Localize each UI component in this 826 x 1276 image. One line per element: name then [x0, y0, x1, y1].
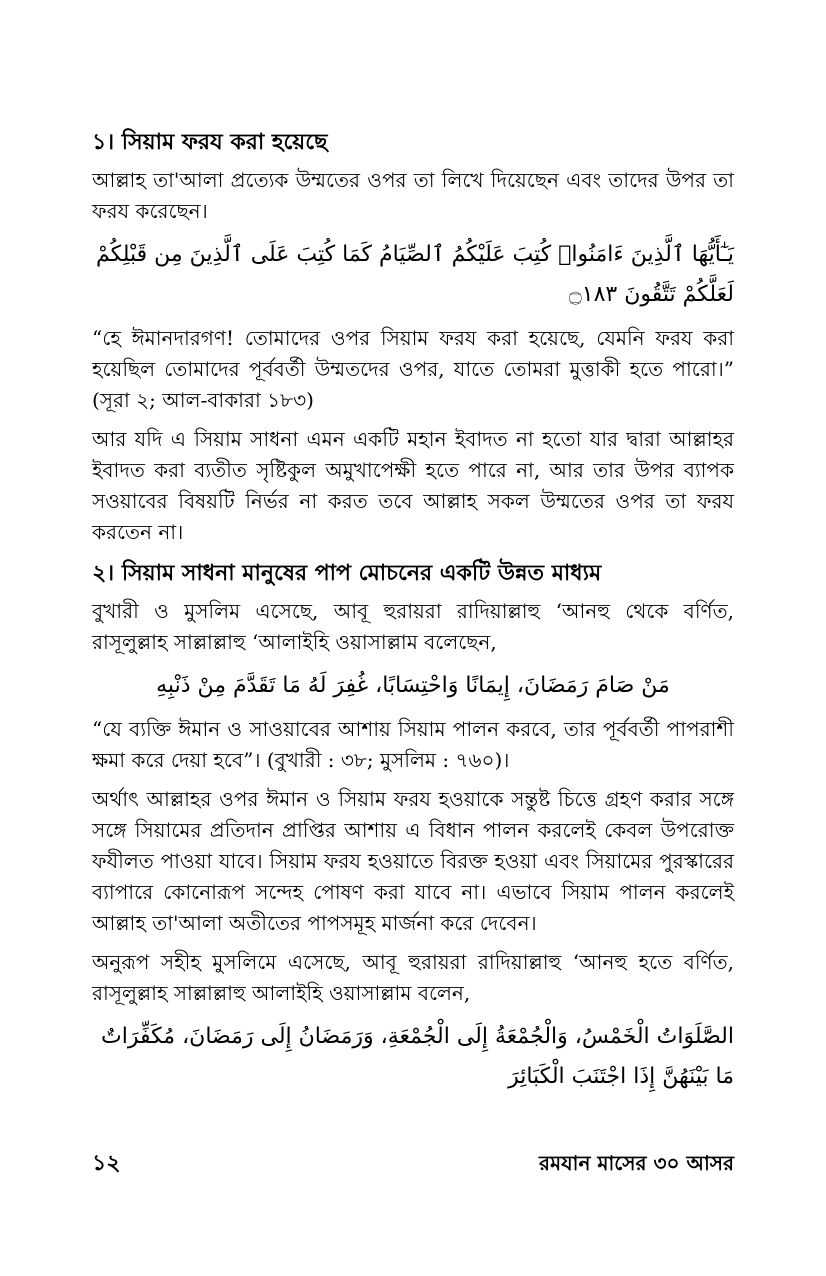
- section-2-paragraph-1: বুখারী ও মুসলিম এসেছে, আবূ হুরায়রা রাদিয়াল্লাহু ‘আনহু থেকে বর্ণিত, রাসূলুল্লাহ সাল্লাল্লাহু ‘আলাইহি ওয়াসাল্লাম বলেছেন,: [92, 599, 734, 654]
- book-title: রমযান মাসের ৩০ আসর: [539, 1151, 734, 1175]
- section-1-translation: “হে ঈমানদারগণ! তোমাদের ওপর সিয়াম ফরয করা হয়েছে, যেমনি ফরয করা হয়েছিল তোমাদের পূর্ববর্তী উম্মতদের ওপর, যাতে তোমরা মুত্তাকী হতে পারো।” (সূরা ২; আল-বাকারা ১৮৩): [92, 326, 734, 412]
- section-2-hadith-2: الصَّلَوَاتُ الْخَمْسُ، وَالْجُمْعَةُ إِلَى الْجُمْعَةِ، وَرَمَضَانُ إِلَى رَمَضَانَ، مُكَفِّرَاتٌ مَا بَيْنَهُنَّ إِذَا اجْتَنَبَ الْكَبَائِرَ: [101, 1024, 734, 1089]
- section-2-translation: “যে ব্যক্তি ঈমান ও সাওয়াবের আশায় সিয়াম পালন করবে, তার পূর্ববর্তী পাপরাশী ক্ষমা করে দেয়া হবে”। (বুখারী : ৩৮; মুসলিম : ৭৬০)।: [92, 717, 734, 772]
- section-2-hadith-1: مَنْ صَامَ رَمَضَانَ، إِيمَانًا وَاحْتِسَابًا، غُفِرَ لَهُ مَا تَقَدَّمَ مِنْ ذَنْبِهِ: [156, 673, 670, 698]
- section-2-paragraph-3: অনুরূপ সহীহ মুসলিমে এসেছে, আবূ হুরায়রা রাদিয়াল্লাহু ‘আনহু হতে বর্ণিত, রাসূলুল্লাহ সাল্লাল্লাহু আলাইহি ওয়াসাল্লাম বলেন,: [92, 950, 734, 1005]
- section-1-paragraph-1: আল্লাহ তা'আলা প্রত্যেক উম্মতের ওপর তা লিখে দিয়েছেন এবং তাদের উপর তা ফরয করেছেন।: [92, 168, 734, 223]
- page-content: [92, 125, 734, 1105]
- section-2-paragraph-2: অর্থাৎ আল্লাহর ওপর ঈমান ও সিয়াম ফরয হওয়াকে সন্তুষ্ট চিত্তে গ্রহণ করার সঙ্গে সঙ্গে সিয়ামের প্রতিদান প্রাপ্তির আশায় এ বিধান পালন করলেই কেবল উপরোক্ত ফযীলত পাওয়া যাবে। সিয়াম ফরয হওয়াতে বিরক্ত হওয়া এবং সিয়ামের পুরস্কারের ব্যাপারে কোনোরূপ সন্দেহ পোষণ করা যাবে না। এভাবে সিয়াম পালন করলেই আল্লাহ তা'আলা অতীতের পাপসমূহ মার্জনা করে দেবেন।: [92, 787, 734, 935]
- page-footer: [92, 1146, 734, 1183]
- section-2-heading: ২। সিয়াম সাধনা মানুষের পাপ মোচনের একটি উন্নত মাধ্যম: [92, 560, 602, 586]
- section-1-quran-verse: يَـٰٓأَيُّهَا ٱلَّذِينَ ءَامَنُوا۟ كُتِبَ عَلَيْكُمُ ٱلصِّيَامُ كَمَا كُتِبَ عَلَى ٱلَّذِينَ مِن قَبْلِكُمْ لَعَلَّكُمْ تَتَّقُونَ ۝١٨٣: [95, 242, 734, 307]
- section-1-paragraph-2: আর যদি এ সিয়াম সাধনা এমন একটি মহান ইবাদত না হতো যার দ্বারা আল্লাহর ইবাদত করা ব্যতীত সৃষ্টিকুল অমুখাপেক্ষী হতে পারে না, আর তার উপর ব্যাপক সওয়াবের বিষয়টি নির্ভর না করত তবে আল্লাহ সকল উম্মতের ওপর তা ফরয করতেন না।: [92, 427, 734, 544]
- page-number: ১২: [92, 1150, 121, 1176]
- section-1-heading: ১। সিয়াম ফরয করা হয়েছে: [92, 129, 328, 155]
